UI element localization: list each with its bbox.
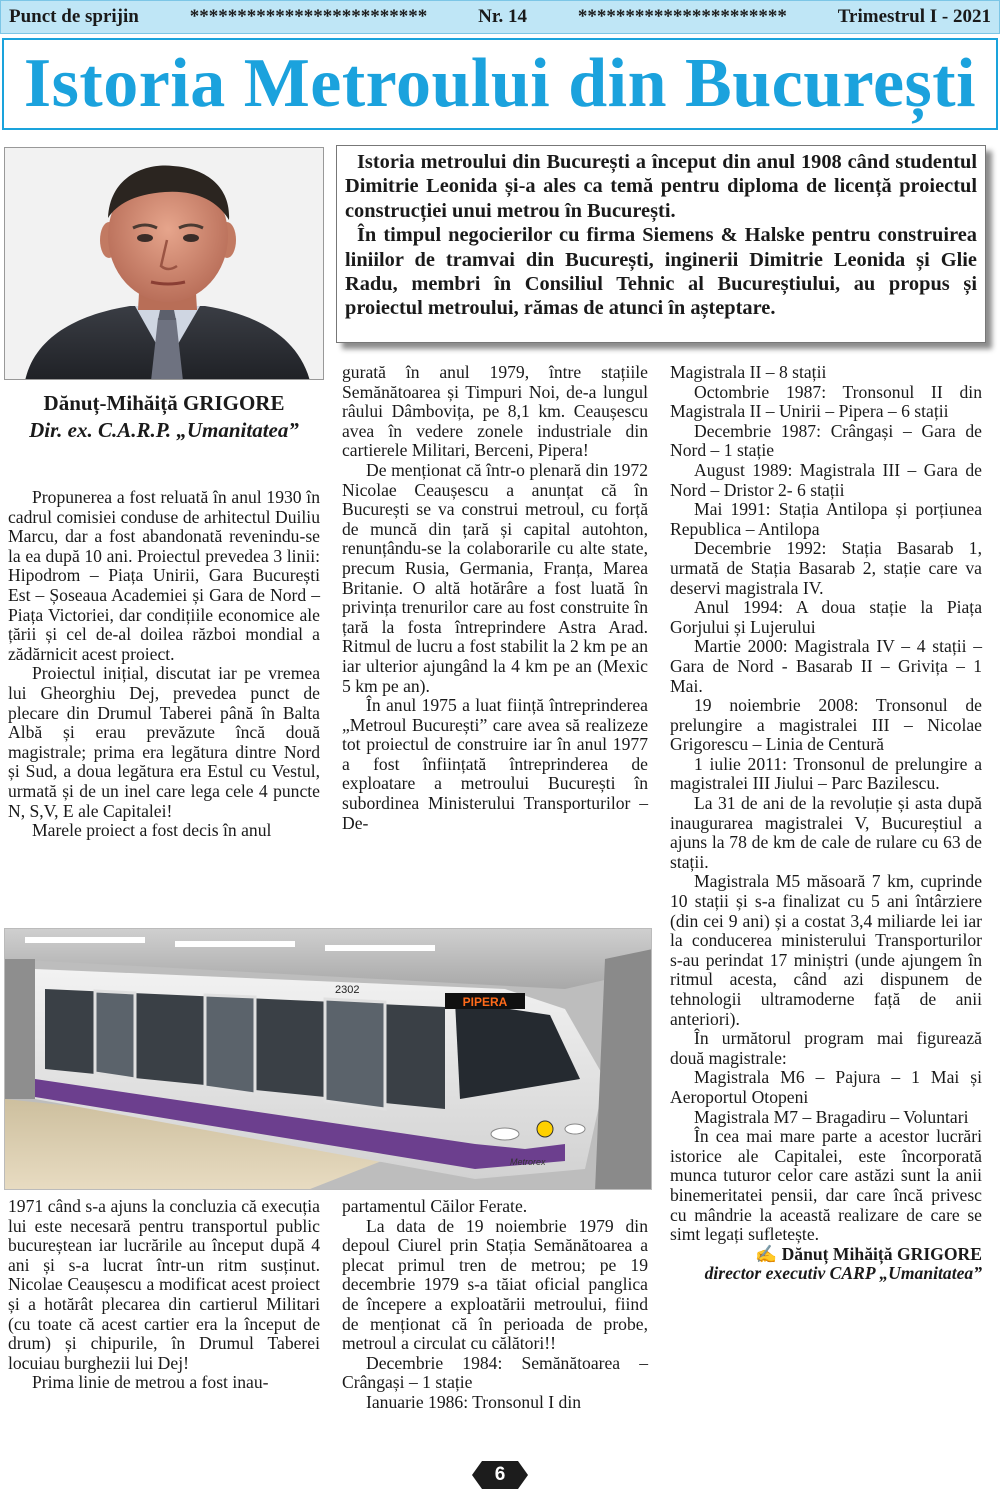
column-2-lower [342, 1197, 648, 1413]
header-section-name: Punct de sprijin [9, 6, 139, 27]
lead-paragraph: În timpul negocierilor cu firma Siemens & Halske pentru construirea liniilor de tramvai din București, inginerii Dimitrie Leonida și Glie Radu, membri în Consiliul Tehnic al Bucureștiului, au propus și proiectul metroului, rămas de atunci în așteptare. [345, 224, 977, 320]
signature-role: director executiv CARP „Umanitatea” [704, 1263, 982, 1284]
paragraph: La 31 de ani de la revoluție și asta după inaugurarea magistralei V, Bucureștiul a ajuns la 78 de km de cale de rulare cu 63 de stații. [670, 793, 982, 872]
header-stars-left: ************************* [189, 6, 428, 27]
paragraph: Magistrala M5 măsoară 7 km, cuprinde 10 stații și s-a finalizat cu 5 ani întârziere (din cei 9 ani) și a costat 3,4 miliarde lei iar la conducerea ministerului Transporturilor s-au perindat 17 miniștri (unde ajungem în ritmul acesta, când azi dispunem de tehnologii ultramoderne față de anii anteriori). [670, 871, 982, 1029]
metro-train-photo [4, 928, 652, 1190]
header-period: Trimestrul I - 2021 [837, 6, 991, 27]
paragraph: Prima linie de metrou a fost inau- [32, 1372, 269, 1393]
paragraph: În următorul program mai figurează două magistrale: [670, 1028, 982, 1068]
page-number-badge [472, 1461, 528, 1489]
paragraph: 19 noiembrie 2008: Tronsonul de prelungire a magistralei III – Nicolae Grigorescu – Linia de Centură [670, 695, 982, 755]
author-byline [4, 390, 324, 444]
paragraph: În cea mai mare parte a acestor lucrări istorice ale Capitalei, este încorporată munca tuturor celor care astăzi sunt la anii binemeritatei pensii, dar care încă privesc cu mândrie la această realizare de care se simt legați sufletește. [670, 1126, 982, 1245]
pen-icon: ✍ [755, 1243, 778, 1264]
paragraph: 1971 când s-a ajuns la concluzia că execuția lui este necesară pentru transportul public bucureștean iar lucrările au început după 4 ani și s-a lucrat într-un ritm susținut. Nicolae Ceaușescu a modificat acest proiect și a hotărât plecarea din cartierul Militari (cu toate că acest cartier era la început de drum) și chipurile, în Drumul Taberei locuiau burghezii lui Dej! [8, 1196, 320, 1373]
paragraph: Magistrala II – 8 stații [670, 362, 827, 382]
author-role: Dir. ex. C.A.R.P. „Umanitatea” [29, 418, 299, 442]
signature-name [670, 1245, 982, 1265]
paragraph: Decembrie 1992: Stația Basarab 1, urmată de Stația Basarab 2, stație care va deservi magistrala IV. [670, 538, 982, 598]
paragraph: Propunerea a fost reluată în anul 1930 în cadrul comisiei conduse de arhitectul Duiliu Marcu, dar a fost abandonată revenindu-se la ea după 10 ani. Proiectul prevedea 3 linii: Hipodrom – Piața Unirii, Gara București Est – Șoseaua Academiei și Gara de Nord – Piața Victoriei, dar condițiile economice ale țării și cel de-al doilea război mondial a zădărnicit acest proiect. [8, 487, 320, 664]
paragraph: Martie 2000: Magistrala IV – 4 stații – Gara de Nord - Basarab II – Grivița – 1 Mai. [670, 636, 982, 696]
article-title-box [2, 38, 998, 130]
column-1-lower [8, 1197, 320, 1393]
issue-header [0, 0, 1000, 34]
paragraph: Anul 1994: A doua stație la Piața Gorjului și Lujerului [670, 597, 982, 637]
article-title: Istoria Metroului din București [23, 45, 977, 122]
brand-text: Metrorex [510, 1157, 546, 1167]
author-portrait-illustration [5, 148, 324, 380]
paragraph: partamentul Căilor Ferate. [342, 1196, 528, 1216]
paragraph: Magistrala M7 – Bragadiru – Voluntari [694, 1106, 969, 1127]
page-number: 6 [494, 1464, 506, 1485]
paragraph: Marele proiect a fost decis în anul [32, 820, 272, 841]
paragraph: August 1989: Magistrala III – Gara de Nord – Dristor 2- 6 stații [670, 459, 982, 500]
author-name: Dănuț-Mihăiță GRIGORE [43, 391, 285, 415]
signature-name-text: Dănuț Mihăiță GRIGORE [781, 1243, 982, 1264]
lead-box [336, 145, 986, 343]
car-number-text: 2302 [335, 984, 360, 996]
column-1-upper [8, 488, 320, 841]
paragraph: Proiectul inițial, discutat iar pe vremea lui Gheorghiu Dej, prevedea punct de plecare din Drumul Taberei până în Balta Albă și erau prevăzute încă două magistrale; prima era legătura dintre Nord și Sud, a doua legătura era Estul cu Vestul, urmată și de un inel care lega cele 4 puncte N, S,V, E ale Capitalei! [8, 663, 320, 821]
lead-paragraph: Istoria metroului din București a început din anul 1908 când studentul Dimitrie Leonida și-a ales ca temă pentru diploma de licență proiectul construcției unui metrou în București. [345, 151, 977, 222]
paragraph: Mai 1991: Stația Antilopa și porțiunea Republica – Antilopa [670, 499, 982, 539]
paragraph: De menționat că într-o plenară din 1972 Nicolae Ceaușescu a anunțat că în București se va construi metroul, cu forță de muncă din țară și capital autohton, renunțându-se la colaborarile cu alte state, precum Rusia, Germania, Franța, Marea Britanie. O altă hotărâre a fost luată în privința trenurilor care au fost construite în țară la fosta întreprindere Astra Arad. Ritmul de lucru a fost stabilit la 2 km pe an iar ulterior ajungând la 4 km pe an (Mexic 5 km pe an). [342, 459, 648, 696]
paragraph: În anul 1975 a luat ființă întreprinderea „Metroul București” care avea să realizeze tot proiectul de construire iar în anul 1977 a fost înființată întreprinderea de exploatare a metroului București în subordinea Ministerului Transporturilor – De- [342, 695, 648, 833]
paragraph: Octombrie 1987: Tronsonul II din Magistrala II – Unirii – Pipera – 6 stații [670, 381, 982, 422]
author-portrait [4, 147, 324, 380]
paragraph: Decembrie 1984: Semănătoarea – Crângași – 1 stație [342, 1352, 648, 1393]
paragraph: Magistrala M6 – Pajura – 1 Mai și Aeroportul Otopeni [670, 1067, 982, 1107]
header-issue-number: Nr. 14 [478, 6, 528, 27]
column-2-upper [342, 363, 648, 833]
header-stars-right: ********************** [577, 6, 787, 27]
paragraph: La data de 19 noiembrie 1979 din depoul Ciurel prin Stația Semănătoarea a plecat primul tren de metrou; pe 19 decembrie 1979 s-a tăiat oficial panglica de începere a exploatării metroului, fiind de menționat că în perioada de probe, metroul a circulat cu călători!! [342, 1215, 648, 1354]
column-3 [670, 363, 982, 1284]
paragraph: 1 iulie 2011: Tronsonul de prelungire a magistralei III Jiului – Parc Bazilescu. [670, 753, 982, 794]
destination-sign-text: PIPERA [462, 995, 508, 1009]
paragraph: Ianuarie 1986: Tronsonul I din [366, 1391, 582, 1412]
metro-train-illustration [5, 929, 652, 1190]
paragraph: Decembrie 1987: Crângași – Gara de Nord – 1 stație [670, 420, 982, 461]
paragraph: gurată în anul 1979, între stațiile Semănătoarea și Timpuri Noi, de-a lungul râului Dâmbovița, pe 8,1 km. Ceaușescu avea în vedere zonele industriale din cartierele Militari, Berceni, Pipera! [342, 362, 648, 461]
